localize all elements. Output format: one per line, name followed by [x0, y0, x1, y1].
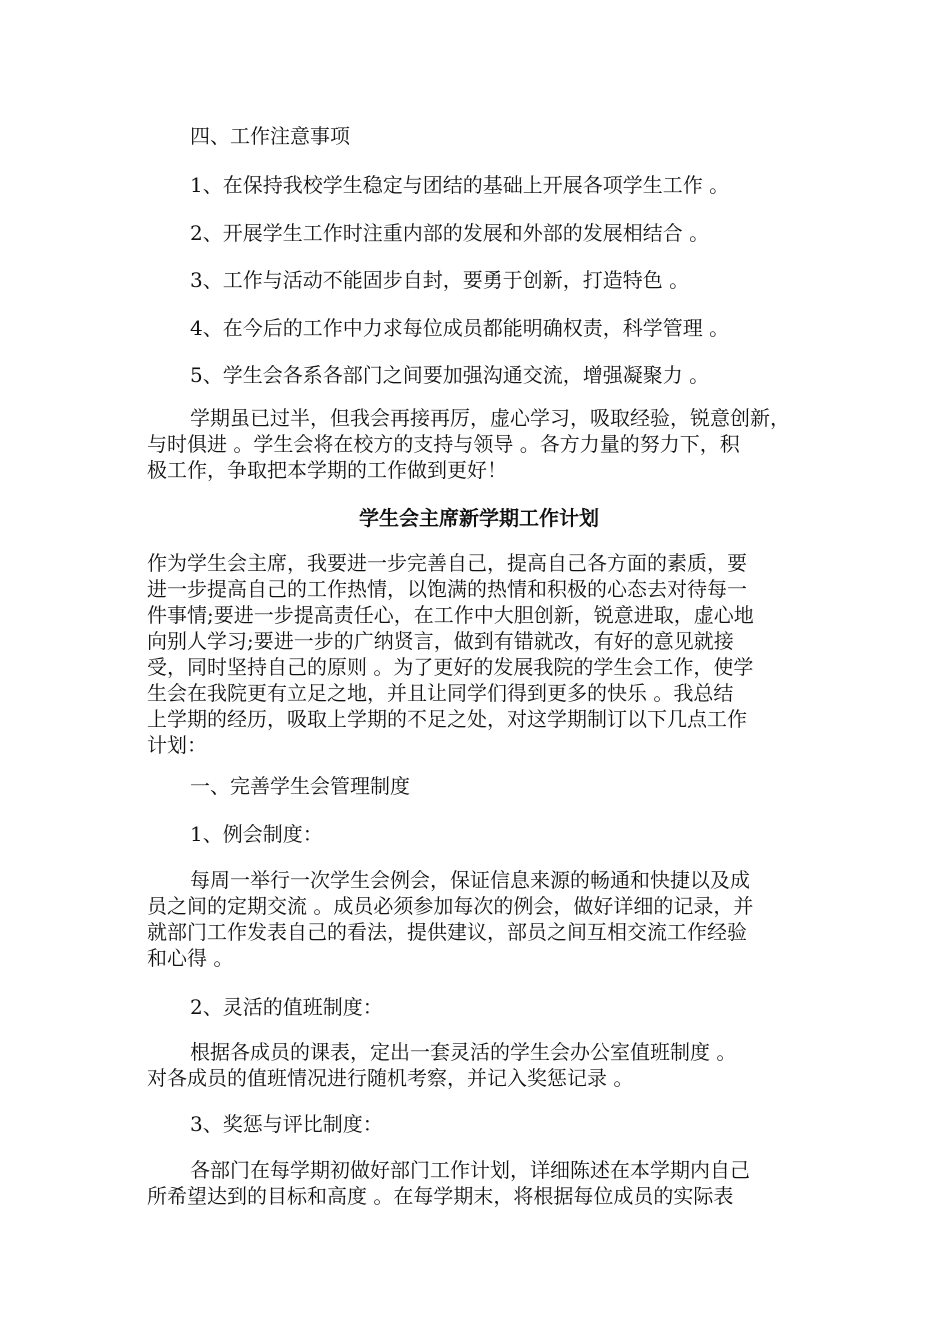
- list-item: 5、学生会各系各部门之间要加强沟通交流，增强凝聚力 。: [190, 363, 710, 387]
- heading-text: 1、例会制度：: [190, 822, 323, 846]
- paragraph-line: 生会在我院更有立足之地，并且让同学们得到更多的快乐 。我总结: [147, 681, 734, 705]
- section-four-heading: [147, 123, 854, 149]
- paragraph-line: 对各成员的值班情况进行随机考察，并记入奖惩记录 。: [147, 1066, 634, 1090]
- list-item: 4、在今后的工作中力求每位成员都能明确权责，科学管理 。: [190, 316, 730, 340]
- paragraph-line: 与时俱进 。学生会将在校方的支持与领导 。各方力量的努力下，积: [147, 432, 740, 456]
- section-four-item-5: [147, 362, 854, 388]
- intro-paragraph: [147, 550, 811, 758]
- section-four-item-1: [147, 172, 854, 198]
- paragraph-line: 每周一举行一次学生会例会，保证信息来源的畅通和快捷以及成: [190, 868, 750, 892]
- heading-text: 一、完善学生会管理制度: [190, 774, 410, 798]
- section-four-item-4: [147, 315, 854, 341]
- paragraph-line: 进一步提高自己的工作热情，以饱满的热情和积极的心态去对待每一: [147, 577, 747, 601]
- list-item: 3、工作与活动不能固步自封，要勇于创新，打造特色 。: [190, 268, 690, 292]
- heading-text: 3、奖惩与评比制度：: [190, 1112, 383, 1136]
- paragraph-line: 学期虽已过半，但我会再接再厉，虚心学习，吸取经验，锐意创新，: [190, 406, 790, 430]
- closing-paragraph: [147, 405, 811, 483]
- list-item: 2、开展学生工作时注重内部的发展和外部的发展相结合 。: [190, 221, 710, 245]
- item2-heading: [147, 994, 854, 1020]
- paragraph-line: 受，同时坚持自己的原则 。为了更好的发展我院的学生会工作，使学: [147, 655, 754, 679]
- paragraph-line: 作为学生会主席，我要进一步完善自己，提高自己各方面的素质，要: [147, 551, 747, 575]
- paragraph-line: 极工作，争取把本学期的工作做到更好！: [147, 458, 507, 482]
- paragraph-line: 件事情;要进一步提高责任心，在工作中大胆创新，锐意进取，虚心地: [147, 603, 754, 627]
- heading-text: 2、灵活的值班制度：: [190, 995, 383, 1019]
- section-one-heading: [147, 773, 854, 799]
- item3-heading: [147, 1111, 854, 1137]
- item1-heading: [147, 821, 854, 847]
- paragraph-line: 和心得 。: [147, 946, 234, 970]
- item2-paragraph: [147, 1039, 811, 1091]
- list-item: 1、在保持我校学生稳定与团结的基础上开展各项学生工作 。: [190, 173, 730, 197]
- paragraph-line: 向别人学习;要进一步的广纳贤言，做到有错就改，有好的意见就接: [147, 629, 734, 653]
- item1-paragraph: [147, 867, 811, 971]
- item3-paragraph: [147, 1157, 811, 1209]
- section-four-item-2: [147, 220, 854, 246]
- paragraph-line: 就部门工作发表自己的看法，提供建议，部员之间互相交流工作经验: [147, 920, 747, 944]
- page-title: 学生会主席新学期工作计划: [359, 506, 599, 530]
- paragraph-line: 各部门在每学期初做好部门工作计划，详细陈述在本学期内自己: [190, 1158, 750, 1182]
- paragraph-line: 计划：: [147, 733, 207, 757]
- section-four-item-3: [147, 267, 854, 293]
- paragraph-line: 上学期的经历，吸取上学期的不足之处，对这学期制订以下几点工作: [147, 707, 747, 731]
- heading-text: 四、工作注意事项: [190, 124, 350, 148]
- paragraph-line: 员之间的定期交流 。成员必须参加每次的例会，做好详细的记录，并: [147, 894, 754, 918]
- paragraph-line: 所希望达到的目标和高度 。在每学期末，将根据每位成员的实际表: [147, 1184, 734, 1208]
- paragraph-line: 根据各成员的课表，定出一套灵活的学生会办公室值班制度 。: [190, 1040, 737, 1064]
